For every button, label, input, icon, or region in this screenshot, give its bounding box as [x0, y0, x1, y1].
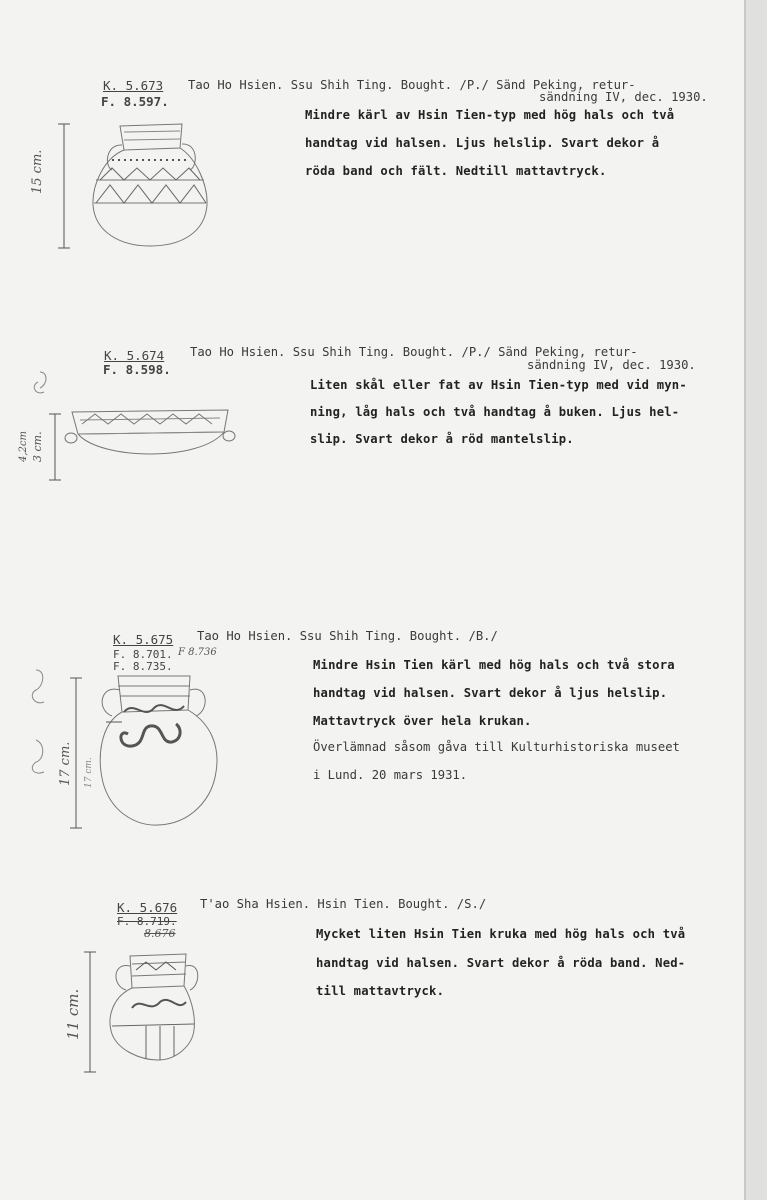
entry-text-1-line-1: Mindre kärl av Hsin Tien-typ med hög hals och två — [305, 108, 675, 122]
catalog-number-f-2: F. 8.598. — [103, 362, 171, 377]
catalog-number-k-3: K. 5.675 — [113, 632, 174, 647]
scale-bar-2 — [49, 414, 61, 480]
entry-header-4: T'ao Sha Hsien. Hsin Tien. Bought. /S./ — [200, 897, 487, 911]
catalog-number-f-4: F. 8.719. — [117, 915, 177, 928]
scale-label-2b: 4,2cm — [18, 431, 29, 462]
margin-mark-2 — [34, 372, 46, 393]
scale-label-3: 17 cm. — [58, 741, 73, 786]
entry-text-3-line-5: i Lund. 20 mars 1931. — [313, 768, 468, 782]
pottery-drawing-4 — [110, 954, 198, 1060]
entry-header-2: Tao Ho Hsien. Ssu Shih Ting. Bought. /P./ Sänd Peking, retur- — [190, 345, 638, 359]
entry-text-3-line-1: Mindre Hsin Tien kärl med hög hals och två stora — [313, 658, 675, 672]
entry-header-cont-1: sändning IV, dec. 1930. — [539, 90, 708, 104]
pottery-drawing-3 — [100, 676, 217, 825]
scale-label-4: 11 cm. — [64, 988, 82, 1040]
catalog-number-f-1: F. 8.597. — [101, 94, 169, 109]
pottery-drawing-1 — [93, 124, 207, 246]
catalog-number-k-1: K. 5.673 — [103, 78, 164, 93]
entry-text-3-line-2: handtag vid halsen. Svart dekor å ljus helslip. — [313, 686, 668, 700]
margin-mark-3b — [32, 740, 44, 773]
entry-text-2-line-1: Liten skål eller fat av Hsin Tien-typ med vid myn- — [310, 378, 687, 392]
entry-header-3: Tao Ho Hsien. Ssu Shih Ting. Bought. /B./ — [197, 629, 498, 643]
catalog-number-k-4: K. 5.676 — [117, 900, 178, 915]
entry-text-2-line-2: ning, låg hals och två handtag å buken. Ljus hel- — [310, 405, 680, 419]
catalog-number-f-4b: 8.676 — [144, 927, 176, 940]
entry-text-2-line-3: slip. Svart dekor å röd mantelslip. — [310, 432, 574, 446]
catalog-number-f-3c: F. 8.735. — [113, 660, 173, 673]
entry-text-4-line-1: Mycket liten Hsin Tien kruka med hög hals och två — [316, 927, 686, 941]
scale-label-3b: 17 cm. — [84, 757, 94, 788]
entry-text-4-line-3: till mattavtryck. — [316, 984, 445, 998]
entry-text-1-line-2: handtag vid halsen. Ljus helslip. Svart dekor å — [305, 136, 660, 150]
catalog-number-f-3b: F 8.736 — [178, 647, 217, 658]
scale-bar-1 — [58, 124, 70, 248]
scale-label-2: 3 cm. — [31, 431, 44, 462]
scale-label-1: 15 cm. — [30, 149, 45, 194]
pottery-drawing-2 — [65, 410, 235, 454]
entry-text-4-line-2: handtag vid halsen. Svart dekor å röda band. Ned- — [316, 956, 686, 970]
entry-header-cont-2: sändning IV, dec. 1930. — [527, 358, 696, 372]
entry-text-1-line-3: röda band och fält. Nedtill mattavtryck. — [305, 164, 607, 178]
entry-header-1: Tao Ho Hsien. Ssu Shih Ting. Bought. /P./ Sänd Peking, retur- — [188, 78, 636, 92]
catalog-number-k-2: K. 5.674 — [104, 348, 165, 363]
scale-bar-4 — [84, 952, 96, 1072]
entry-text-3-line-3: Mattavtryck över hela krukan. — [313, 714, 532, 728]
catalog-number-f-3: F. 8.701. — [113, 648, 173, 661]
margin-mark-3a — [32, 670, 44, 703]
entry-text-3-line-4: Överlämnad såsom gåva till Kulturhistoriska museet — [313, 740, 680, 754]
